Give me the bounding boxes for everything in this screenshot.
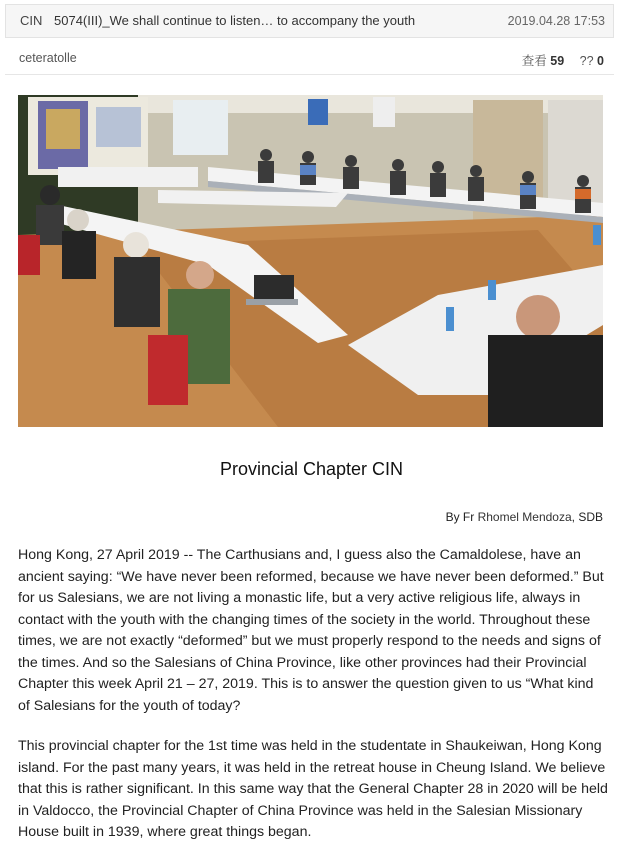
byline-author: Rhomel Mendoza [477, 510, 572, 524]
article-paragraph-2: This provincial chapter for the 1st time was held in the studentate in Shaukeiwan, Hong Kong island. For the past many years, it was held in the retreat house in Cheung Island. We believe that this is rather significant. In this same way that the General Chapter 28 in 2020 will be held in Valdocco, the Provincial Chapter of China Province was held in the Salesian Missionary House built in 1939, where great things began. [18, 738, 608, 840]
meeting-photo [18, 95, 603, 427]
comments-count: 0 [597, 54, 604, 68]
photo-caption: Provincial Chapter CIN [219, 459, 404, 479]
byline-prefix: By Fr [445, 510, 475, 524]
author-name[interactable]: ceteratolle [19, 51, 77, 65]
byline-suffix: , SDB [571, 510, 603, 524]
post-title: 5074(III)_We shall continue to listen… to accompany the youth [54, 13, 416, 28]
views-label: 查看 [521, 54, 547, 68]
article-paragraph-1: Hong Kong, 27 April 2019 -- The Carthusians and, I guess also the Camaldolese, have an ancient saying: “We have never been reformed, because we have never been deformed.” But for us Salesians, we are not living a monastic life, but a very active religious life, always in contact with the youth with the changing times of the society in the world. Throughout these times, we are not exactly “deformed” but we must properly respond to the needs and signs of the times. And so the Salesians of China Province, like other provinces had their Provincial Chapter this week April 21 – 27, 2019. This is to answer the question given to us “What kind of Salesians for the youth of today? [18, 547, 604, 714]
views-count: 59 [550, 54, 565, 68]
post-meta [5, 39, 614, 75]
comments-label: ?? [579, 54, 594, 68]
post-datetime: 2019.04.28 17:53 [507, 14, 605, 28]
post-stats [522, 51, 604, 69]
board-label[interactable]: CIN [20, 13, 43, 28]
byline [446, 510, 603, 524]
post-header [5, 4, 614, 38]
